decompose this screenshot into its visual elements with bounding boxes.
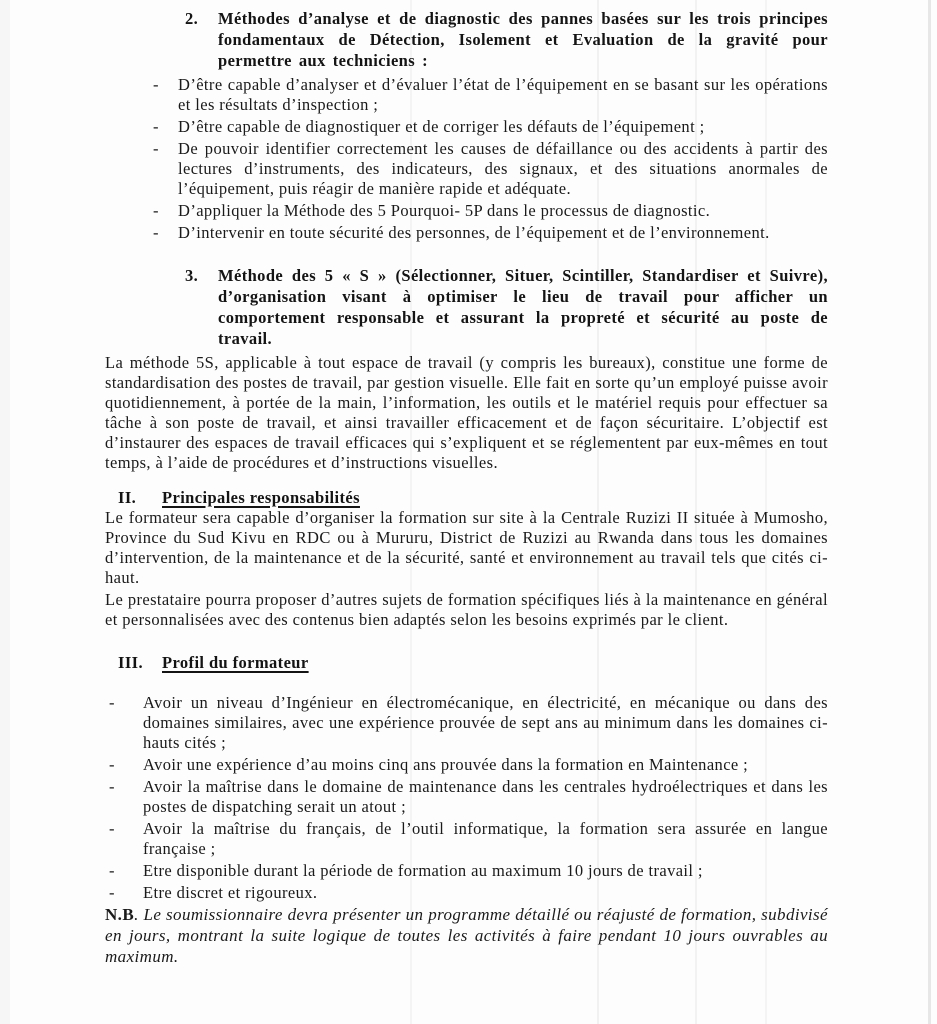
list-item-text: D’être capable d’analyser et d’évaluer l’état de l’équipement en se basant sur les opérations et les résultats d’inspection ; [178,75,828,114]
numbered-heading-2 [185,8,828,71]
dash-bullet: - [109,861,115,880]
list-item [153,201,828,221]
heading-number: 3. [185,266,199,285]
list-item-text: Avoir une expérience d’au moins cinq ans prouvée dans la formation en Maintenance ; [143,755,749,774]
list-item-text: Etre disponible durant la période de formation au maximum 10 jours de travail ; [143,861,703,880]
list-item-text: Avoir la maîtrise du français, de l’outil informatique, la formation sera assurée en langue française ; [143,819,828,858]
dash-bullet: - [109,883,115,902]
heading-number: 2. [185,9,199,28]
section-heading-responsabilites [105,487,828,508]
heading-text: Méthode des 5 « S » (Sélectionner, Situer, Scintiller, Standardiser et Suivre), d’organisation visant à optimiser le lieu de travail pour afficher un comportement responsable et assurant la propreté et sécurité au poste de travail. [218,266,828,348]
bullet-list-profil [105,693,828,903]
list-item-text: Avoir un niveau d’Ingénieur en électromécanique, en électricité, en mécanique ou dans des domaines similaires, avec une expérience prouvée de sept ans au minimum dans les domaines ci-hauts cités ; [143,693,828,752]
list-item [105,693,828,753]
dash-bullet: - [109,777,115,796]
dash-bullet: - [153,201,159,220]
dash-bullet: - [109,693,115,712]
nota-bene [105,904,828,967]
section-number: III. [118,653,143,672]
list-item-text: Avoir la maîtrise dans le domaine de maintenance dans les centrales hydroélectriques et dans les postes de dispatching serait un atout ; [143,777,828,816]
nb-label: N.B [105,905,135,924]
section-number: II. [118,488,137,507]
list-item [153,223,828,243]
heading-text: Méthodes d’analyse et de diagnostic des pannes basées sur les trois principes fondamentaux de Détection, Isolement et Evaluation de la gravité pour permettre aux techniciens : [218,9,828,70]
scan-edge-shadow [0,0,10,1024]
list-item [153,139,828,199]
list-item [153,117,828,137]
dash-bullet: - [153,117,159,136]
list-item-text: Etre discret et rigoureux. [143,883,318,902]
paragraph-formateur: Le formateur sera capable d’organiser la formation sur site à la Centrale Ruzizi II située à Mumosho, Province du Sud Kivu en RDC ou à Mururu, District de Ruzizi au Rwanda dans tous les domaines d’intervention, de la maintenance et de la sécurité, santé et environnement au travail tels que cités ci-haut. [105,508,828,587]
list-item [105,883,828,903]
list-item [105,861,828,881]
scan-artifact-line [928,0,931,1024]
list-item [105,819,828,859]
document-content [105,8,828,984]
paragraph-5s: La méthode 5S, applicable à tout espace de travail (y compris les bureaux), constitue une forme de standardisation des postes de travail, par gestion visuelle. Elle fait en sorte qu’un employé puisse avoir quotidiennement, à portée de la main, l’information, les outils et le matériel requis pour effectuer sa tâche à son poste de travail, et ainsi travailler efficacement et de façon sécuritaire. L’objectif est d’instaurer des espaces de travail efficaces qui s’expliquent et se réglementent par eux-mêmes en tout temps, à l’aide de procédures et d’instructions visuelles. [105,353,828,472]
dash-bullet: - [109,755,115,774]
paragraph-prestataire: Le prestataire pourra proposer d’autres sujets de formation spécifiques liés à la maintenance en général et personnalisées avec des contenus bien adaptés selon les besoins exprimés par le client. [105,590,828,629]
numbered-heading-3 [185,265,828,349]
list-item [105,777,828,817]
list-item [153,75,828,115]
list-item-text: D’intervenir en toute sécurité des personnes, de l’équipement et de l’environnement. [178,223,770,242]
dash-bullet: - [153,75,159,94]
bullet-list-diagnostic [105,75,828,243]
dash-bullet: - [109,819,115,838]
section-title: Profil du formateur [162,653,309,672]
list-item [105,755,828,775]
nb-text: . Le soumissionnaire devra présenter un programme détaillé ou réajusté de formation, subdivisé en jours, montrant la suite logique de toutes les activités à faire pendant 10 jours ouvrables au maximum. [105,905,828,966]
dash-bullet: - [153,223,159,242]
list-item-text: De pouvoir identifier correctement les causes de défaillance ou des accidents à partir des lectures d’instruments, des indicateurs, des signaux, et des situations anormales de l’équipement, puis réagir de manière rapide et adéquate. [178,139,828,198]
dash-bullet: - [153,139,159,158]
section-heading-profil [105,652,828,673]
list-item-text: D’être capable de diagnostiquer et de corriger les défauts de l’équipement ; [178,117,705,136]
section-title: Principales responsabilités [162,488,360,507]
list-item-text: D’appliquer la Méthode des 5 Pourquoi- 5P dans le processus de diagnostic. [178,201,711,220]
